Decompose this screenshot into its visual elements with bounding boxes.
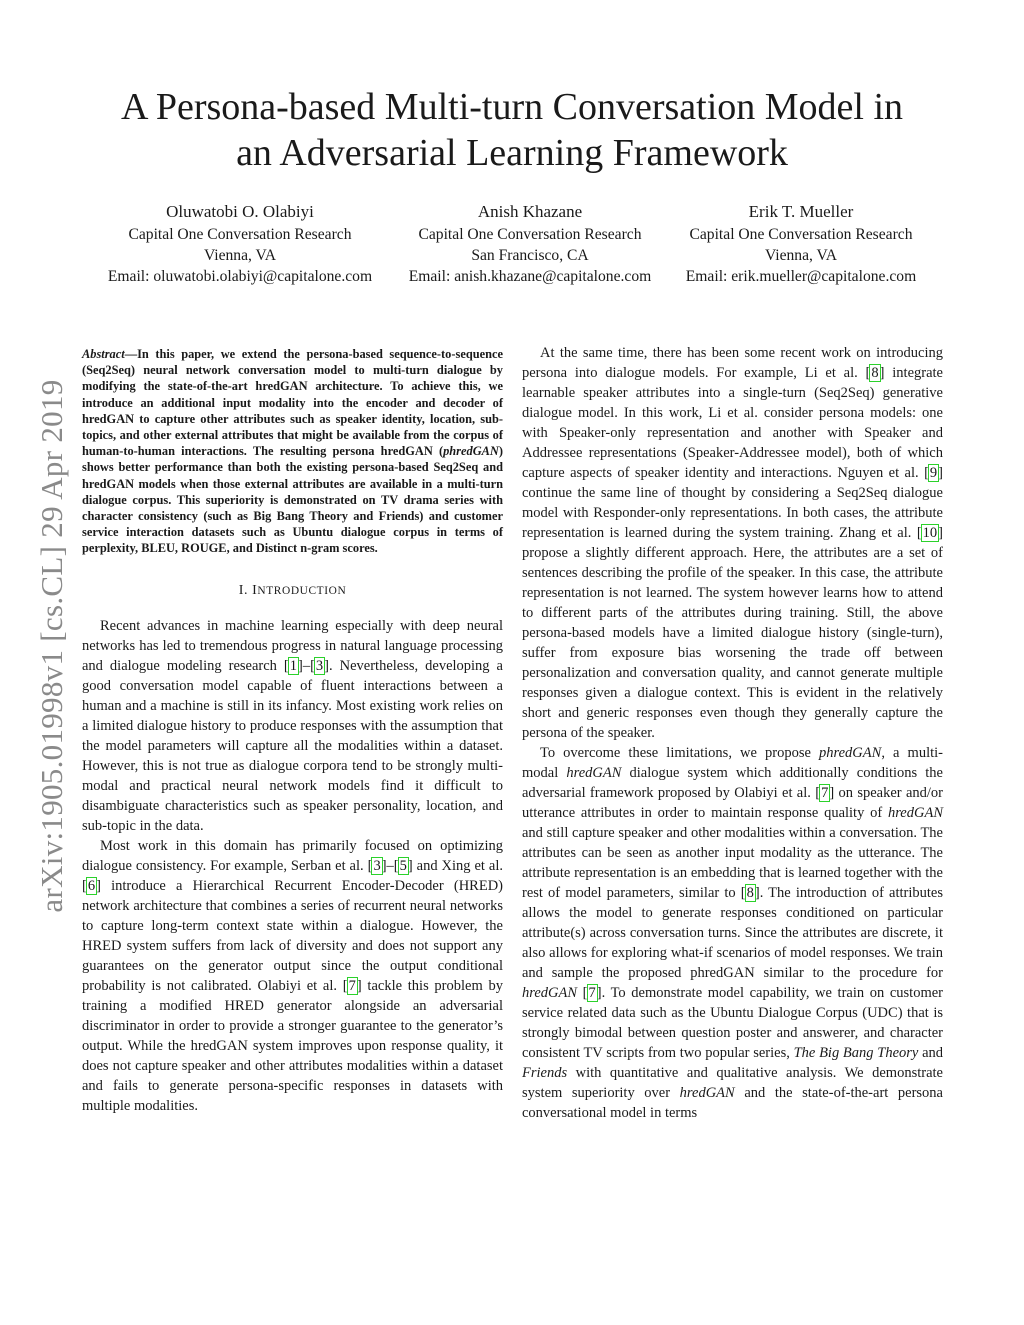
bracket: ]	[407, 857, 413, 874]
paragraph	[82, 616, 503, 836]
citation-link[interactable]: 7	[348, 977, 356, 994]
author-location: Vienna, VA	[764, 247, 838, 264]
citation-link[interactable]: 10	[922, 525, 938, 541]
text-run: on speaker and/or utterance attributes in order to maintain response quality of	[522, 785, 943, 821]
author-email: Email: oluwatobi.olabiyi@capitalone.com	[107, 268, 373, 285]
math-term: hredGAN	[566, 765, 622, 781]
section-title-rest: NTRODUCTION	[257, 584, 347, 597]
math-term: hredGAN	[887, 805, 943, 821]
bracket: [	[82, 877, 87, 894]
text-run: dialogue system which additionally conditions the adversarial framework proposed by Olabiyi et al.	[522, 765, 943, 801]
bracket: ]–[	[298, 657, 315, 674]
bracket: ]	[879, 365, 885, 381]
bracket: [	[815, 785, 821, 801]
citation-link[interactable]: 3	[373, 857, 381, 874]
text-run: and	[918, 1045, 944, 1061]
section-first-letter: I	[252, 582, 258, 598]
author-block-1	[80, 201, 400, 287]
bracket: ]	[596, 985, 602, 1001]
citation-link[interactable]: 7	[588, 985, 596, 1001]
bracket: [	[582, 985, 588, 1001]
text-run: To overcome these limitations, we propose	[540, 745, 820, 761]
citation-link[interactable]: 9	[929, 465, 938, 481]
paragraph	[82, 836, 503, 1116]
left-column	[82, 343, 503, 1116]
bracket: ]	[96, 877, 101, 894]
abstract-label: Abstract	[82, 347, 125, 361]
italic-title: Friends	[522, 1065, 568, 1081]
text-run: propose a slightly different approach. Here, the attributes are a set of sentences describing the profile of the speaker. In this case, the attribute representation is not learned. The system however learns how to attend to different parts of the attributes during training. Still, the above persona-based models have a limited dialogue history (single-turn), suffer from exposure bias worsening the trade off between personalization and conversation quality, and cannot generate multiple responses given a dialogue context. This is evident in the relatively short and generic responses even though they generally capture the persona of the speaker.	[522, 545, 943, 741]
author-location: San Francisco, CA	[471, 247, 589, 264]
bracket: [	[740, 885, 746, 901]
abstract-math-phredgan: phredGAN	[443, 444, 499, 459]
citation-link[interactable]: 7	[821, 785, 829, 801]
author-affiliation: Capital One Conversation Research	[418, 226, 642, 243]
math-term: phredGAN	[819, 745, 882, 761]
text-run: and still capture speaker and other modalities within a conversation. The attributes can be seen as another input modality as the utterance. The attribute representation is an embedding that is learned together with the rest of model parameters, similar to	[522, 825, 943, 901]
citation-link[interactable]: 5	[399, 857, 407, 874]
citation-link[interactable]: 3	[315, 657, 324, 674]
text-run: Most work in this domain has primarily focused on optimizing dialogue consistency. For example, Serban et al.	[82, 837, 503, 874]
author-name: Anish Khazane	[477, 202, 583, 221]
text-run: . To demonstrate model capability, we train on customer service related data such as the Ubuntu Dialogue Corpus (UDC) that is strongly bimodal between question poster and answerer, and character consistent TV scripts from two popular series,	[522, 985, 943, 1061]
author-affiliation: Capital One Conversation Research	[128, 226, 352, 243]
bracket: [	[367, 857, 373, 874]
author-block-3	[670, 201, 932, 287]
text-run: with quantitative and qualitative analysis. We demonstrate system superiority over	[522, 1065, 943, 1101]
text-run: , a multi-modal	[522, 745, 943, 781]
citation-link[interactable]: 1	[289, 657, 297, 674]
bracket: ]	[324, 657, 330, 674]
bracket: ]	[754, 885, 760, 901]
bracket: [	[916, 525, 922, 541]
citation-link[interactable]: 6	[87, 877, 96, 894]
abstract-text-1: In this paper, we extend the persona-based sequence-to-sequence (Seq2Seq) neural network conversation model to multi-turn dialogue by modifying the state-of-the-art hredGAN architecture. To achieve this, we introduce an additional input modality into the encoder and decoder of hredGAN to capture other attributes such as speaker identity, location, sub-topics, and other external attributes that might be available from the corpus of human-to-human interactions. The resulting persona hredGAN (	[82, 347, 503, 459]
abstract-text-2: ) shows better performance than both the existing persona-based Seq2Seq and hredGAN models when those external attributes are available in a multi-turn dialogue corpus. This superiority is demonstrated on TV drama series with character consistency (such as Big Bang Theory and Friends) and customer service interaction datasets such as Ubuntu dialogue corpus in terms of perplexity, BLEU, ROUGE, and Distinct n-gram scores.	[82, 444, 503, 556]
author-block-2	[385, 201, 675, 287]
italic-title: The Big Bang Theory	[793, 1045, 919, 1061]
text-run: . Nevertheless, developing a good conversation model capable of fluent interactions between a human and a machine is still in its infancy. Most existing work relies on a limited dialogue history to produce responses with the assumption that the model parameters will capture all the modalities within a dataset. However, this is not true as dialogue corpora tend to be strongly multi-modal and practical neural network models find it difficult to disambiguate characteristics such as speaker personality, location, and sub-topic in the data.	[82, 657, 503, 834]
title-line-1: A Persona-based Multi-turn Conversation Model in	[120, 86, 904, 128]
bracket: [	[924, 465, 929, 481]
math-term: hredGAN	[679, 1085, 735, 1101]
author-affiliation: Capital One Conversation Research	[689, 226, 913, 243]
text-run: tackle this problem by training a modified HRED generator alongside an adversarial discriminator in order to provide a stronger guarantee to the generator’s output. While the hredGAN system improves upon response quality, it does not capture speaker and other attributes modalities within a dataset and fails to generate persona-specific responses in datasets with multiple modalities.	[82, 977, 503, 1114]
bracket: ]	[829, 785, 835, 801]
section-numeral: I.	[238, 582, 253, 598]
paper-title	[0, 84, 1024, 176]
author-email: Email: erik.mueller@capitalone.com	[685, 268, 917, 285]
right-column	[522, 343, 943, 1123]
paragraph	[522, 743, 943, 1123]
section-heading-introduction	[82, 581, 503, 601]
text-run: introduce a Hierarchical Recurrent Encoder-Decoder (HRED) network architecture that combines a series of recurrent neural networks to capture long-term context state within a dialogue. However, the HRED system suffers from lack of diversity and does not support any guarantees on the generator output since the output conditional probability is not calibrated. Olabiyi et al.	[82, 877, 503, 994]
bracket: ]–[	[381, 857, 399, 874]
math-term: hredGAN	[522, 985, 578, 1001]
arxiv-stamp: arXiv:1905.01998v1 [cs.CL] 29 Apr 2019	[34, 379, 69, 913]
text-run: and the state-of-the-art persona conversational model in terms	[522, 1085, 943, 1121]
bracket: [	[342, 977, 348, 994]
abstract	[82, 346, 503, 557]
text-run: integrate learnable speaker attributes into a single-turn (Seq2Seq) generative dialogue model. In this work, Li et al. consider persona models: one with Speaker-only representation and another with Speaker and Addressee representations (Speaker-Addressee model), both of which capture aspects of speaker identity and interactions. Nguyen et al.	[522, 365, 943, 481]
bracket: [	[283, 657, 289, 674]
text-run: At the same time, there has been some recent work on introducing persona into dialogue models. For example, Li et al.	[522, 345, 943, 381]
paragraph	[522, 343, 943, 743]
text-run: Recent advances in machine learning especially with deep neural networks has led to tremendous progress in natural language processing and dialogue modeling research	[82, 617, 503, 674]
bracket: ]	[938, 465, 943, 481]
text-run: . The introduction of attributes allows the model to generate responses conditioned on particular attribute(s) across conversation turns. Since the attributes are discrete, it also allows for exploring what-if scenarios of model responses. We train and sample the proposed phredGAN similar to the procedure for	[522, 885, 943, 981]
citation-link[interactable]: 8	[871, 365, 879, 381]
bracket: [	[865, 365, 871, 381]
citation-link[interactable]: 8	[746, 885, 754, 901]
author-location: Vienna, VA	[203, 247, 277, 264]
title-line-2: an Adversarial Learning Framework	[236, 132, 788, 174]
author-email: Email: anish.khazane@capitalone.com	[408, 268, 652, 285]
bracket: ]	[356, 977, 362, 994]
author-name: Erik T. Mueller	[748, 202, 854, 221]
text-run: and Xing et al.	[412, 857, 503, 874]
text-run: continue the same line of thought by considering a Seq2Seq dialogue model with Responder-only representations. In both cases, the attribute representation is learned during the system training. Zhang et al.	[522, 485, 943, 541]
author-name: Oluwatobi O. Olabiyi	[166, 202, 314, 221]
abstract-dash: —	[124, 347, 138, 361]
bracket: ]	[938, 525, 943, 541]
